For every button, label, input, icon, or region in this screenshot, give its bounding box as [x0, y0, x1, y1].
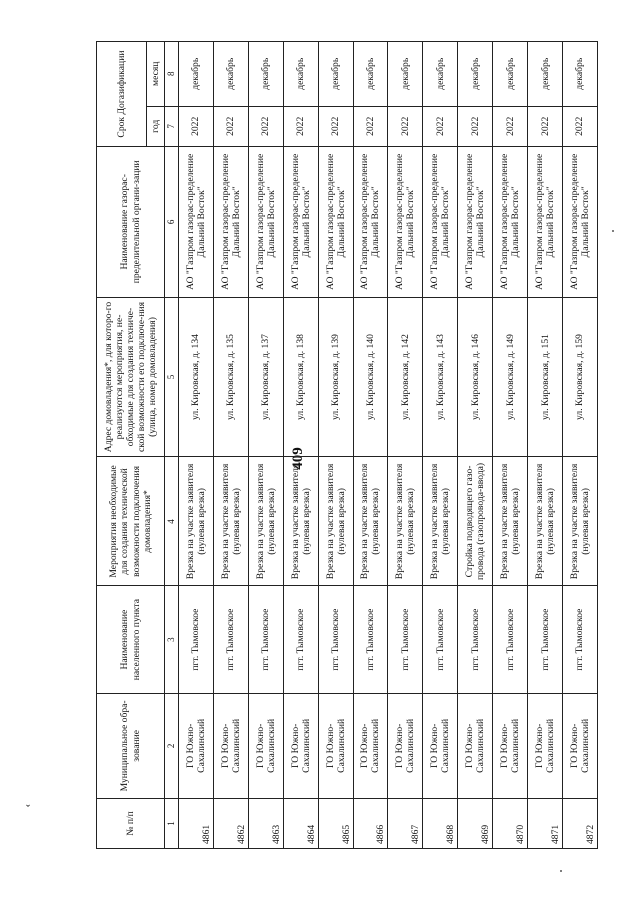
address-cell: ул. Кировская, д. 142 — [388, 297, 423, 457]
month-cell: декабрь — [458, 42, 493, 107]
measure-cell: Врезка на участке заявителя (нулевая врезка) — [423, 457, 458, 586]
address-cell: ул. Кировская, д. 140 — [353, 297, 388, 457]
year-cell: 2022 — [562, 106, 597, 147]
month-cell: декабрь — [493, 42, 528, 107]
index-cell: 3 — [165, 586, 179, 693]
month-cell: декабрь — [318, 42, 353, 107]
table-row — [562, 42, 597, 849]
municipality-cell: ГО Южно-Сахалинский — [528, 693, 563, 798]
measure-cell: Врезка на участке заявителя (нулевая врезка) — [493, 457, 528, 586]
index-row — [165, 42, 179, 849]
header-municipality: Муниципальное обра-зование — [97, 693, 165, 798]
municipality-cell: ГО Южно-Сахалинский — [388, 693, 423, 798]
header-num: № п/п — [97, 798, 165, 848]
month-cell: декабрь — [179, 42, 214, 107]
address-cell: ул. Кировская, д. 143 — [423, 297, 458, 457]
municipality-cell: ГО Южно-Сахалинский — [283, 693, 318, 798]
settlement-cell: пгт. Тымовское — [318, 586, 353, 693]
row-number: 4862 — [213, 798, 248, 848]
rotated-table-container — [96, 41, 598, 849]
municipality-cell: ГО Южно-Сахалинский — [179, 693, 214, 798]
header-measure: Мероприятия необходимые для создания технической возможности подключения домовладения* — [97, 457, 165, 586]
measure-cell: Врезка на участке заявителя (нулевая врезка) — [318, 457, 353, 586]
header-settlement: Наименование населенного пункта — [97, 586, 165, 693]
row-number: 4868 — [423, 798, 458, 848]
address-cell: ул. Кировская, д. 139 — [318, 297, 353, 457]
month-cell: декабрь — [562, 42, 597, 107]
row-number: 4864 — [283, 798, 318, 848]
year-cell: 2022 — [528, 106, 563, 147]
measure-cell: Врезка на участке заявителя (нулевая врезка) — [213, 457, 248, 586]
month-cell: декабрь — [283, 42, 318, 107]
index-cell: 7 — [165, 106, 179, 147]
address-cell: ул. Кировская, д. 146 — [458, 297, 493, 457]
measure-cell: Врезка на участке заявителя (нулевая врезка) — [248, 457, 283, 586]
address-cell: ул. Кировская, д. 159 — [562, 297, 597, 457]
measure-cell: Врезка на участке заявителя (нулевая врезка) — [353, 457, 388, 586]
settlement-cell: пгт. Тымовское — [283, 586, 318, 693]
org-cell: АО "Газпром газорас-пределение Дальний Восток" — [283, 147, 318, 297]
municipality-cell: ГО Южно-Сахалинский — [248, 693, 283, 798]
table-row — [528, 42, 563, 849]
org-cell: АО "Газпром газорас-пределение Дальний Восток" — [248, 147, 283, 297]
address-cell: ул. Кировская, д. 137 — [248, 297, 283, 457]
row-number: 4866 — [353, 798, 388, 848]
year-cell: 2022 — [283, 106, 318, 147]
municipality-cell: ГО Южно-Сахалинский — [493, 693, 528, 798]
settlement-cell: пгт. Тымовское — [388, 586, 423, 693]
year-cell: 2022 — [423, 106, 458, 147]
table-row — [493, 42, 528, 849]
index-cell: 8 — [165, 42, 179, 107]
row-number: 4861 — [179, 798, 214, 848]
org-cell: АО "Газпром газорас-пределение Дальний Восток" — [179, 147, 214, 297]
month-cell: декабрь — [423, 42, 458, 107]
index-cell: 4 — [165, 457, 179, 586]
year-cell: 2022 — [318, 106, 353, 147]
table-row — [283, 42, 318, 849]
municipality-cell: ГО Южно-Сахалинский — [213, 693, 248, 798]
row-number: 4865 — [318, 798, 353, 848]
org-cell: АО "Газпром газорас-пределение Дальний Восток" — [562, 147, 597, 297]
month-cell: декабрь — [353, 42, 388, 107]
row-number: 4863 — [248, 798, 283, 848]
org-cell: АО "Газпром газорас-пределение Дальний Восток" — [423, 147, 458, 297]
month-cell: декабрь — [213, 42, 248, 107]
settlement-cell: пгт. Тымовское — [458, 586, 493, 693]
settlement-cell: пгт. Тымовское — [179, 586, 214, 693]
year-cell: 2022 — [458, 106, 493, 147]
settlement-cell: пгт. Тымовское — [528, 586, 563, 693]
settlement-cell: пгт. Тымовское — [248, 586, 283, 693]
settlement-cell: пгт. Тымовское — [353, 586, 388, 693]
address-cell: ул. Кировская, д. 135 — [213, 297, 248, 457]
scan-mark: ˇ — [26, 802, 30, 816]
year-cell: 2022 — [493, 106, 528, 147]
month-cell: декабрь — [388, 42, 423, 107]
org-cell: АО "Газпром газорас-пределение Дальний Восток" — [493, 147, 528, 297]
table-body — [179, 42, 598, 849]
month-cell: декабрь — [528, 42, 563, 107]
header-org: Наименование газорас-пределительной органи-зации — [97, 147, 165, 297]
table-row — [388, 42, 423, 849]
table-row — [248, 42, 283, 849]
municipality-cell: ГО Южно-Сахалинский — [562, 693, 597, 798]
row-number: 4872 — [562, 798, 597, 848]
year-cell: 2022 — [388, 106, 423, 147]
municipality-cell: ГО Южно-Сахалинский — [318, 693, 353, 798]
address-cell: ул. Кировская, д. 151 — [528, 297, 563, 457]
index-cell: 6 — [165, 147, 179, 297]
row-number: 4870 — [493, 798, 528, 848]
index-cell: 1 — [165, 798, 179, 848]
measure-cell: Врезка на участке заявителя (нулевая врезка) — [388, 457, 423, 586]
header-deadline: Срок Догазификации — [97, 42, 147, 147]
gasification-table — [96, 41, 598, 849]
measure-cell: Врезка на участке заявителя (нулевая врезка) — [179, 457, 214, 586]
settlement-cell: пгт. Тымовское — [493, 586, 528, 693]
page-number: 409 — [289, 447, 306, 470]
address-cell: ул. Кировская, д. 138 — [283, 297, 318, 457]
year-cell: 2022 — [213, 106, 248, 147]
row-number: 4869 — [458, 798, 493, 848]
index-cell: 5 — [165, 297, 179, 457]
header-month: месяц — [147, 42, 165, 107]
org-cell: АО "Газпром газорас-пределение Дальний Восток" — [353, 147, 388, 297]
table-row — [353, 42, 388, 849]
table-row — [458, 42, 493, 849]
address-cell: ул. Кировская, д. 149 — [493, 297, 528, 457]
address-cell: ул. Кировская, д. 134 — [179, 297, 214, 457]
month-cell: декабрь — [248, 42, 283, 107]
table-row — [423, 42, 458, 849]
settlement-cell: пгт. Тымовское — [562, 586, 597, 693]
table-row — [318, 42, 353, 849]
header-year: год — [147, 106, 165, 147]
org-cell: АО "Газпром газорас-пределение Дальний Восток" — [213, 147, 248, 297]
scan-speck — [612, 230, 614, 232]
row-number: 4871 — [528, 798, 563, 848]
index-cell: 2 — [165, 693, 179, 798]
org-cell: АО "Газпром газорас-пределение Дальний Восток" — [458, 147, 493, 297]
table-row — [213, 42, 248, 849]
year-cell: 2022 — [353, 106, 388, 147]
municipality-cell: ГО Южно-Сахалинский — [353, 693, 388, 798]
row-number: 4867 — [388, 798, 423, 848]
scan-speck — [560, 870, 562, 872]
year-cell: 2022 — [179, 106, 214, 147]
settlement-cell: пгт. Тымовское — [423, 586, 458, 693]
table-row — [179, 42, 214, 849]
settlement-cell: пгт. Тымовское — [213, 586, 248, 693]
municipality-cell: ГО Южно-Сахалинский — [423, 693, 458, 798]
measure-cell: Врезка на участке заявителя (нулевая врезка) — [562, 457, 597, 586]
measure-cell: Стройка подводящего газо-провода (газопровода-ввода) — [458, 457, 493, 586]
municipality-cell: ГО Южно-Сахалинский — [458, 693, 493, 798]
org-cell: АО "Газпром газорас-пределение Дальний Восток" — [528, 147, 563, 297]
year-cell: 2022 — [248, 106, 283, 147]
org-cell: АО "Газпром газорас-пределение Дальний Восток" — [388, 147, 423, 297]
measure-cell: Врезка на участке заявителя (нулевая врезка) — [528, 457, 563, 586]
org-cell: АО "Газпром газорас-пределение Дальний Восток" — [318, 147, 353, 297]
measure-cell: Врезка на участке заявителя (нулевая врезка) — [283, 457, 318, 586]
header-address: Адрес домовладения*, для которо-го реализуются мероприятия, не-обходимые для создания техниче-ской возможности его подключе-ния (улица, номер домовладения) — [97, 297, 165, 457]
